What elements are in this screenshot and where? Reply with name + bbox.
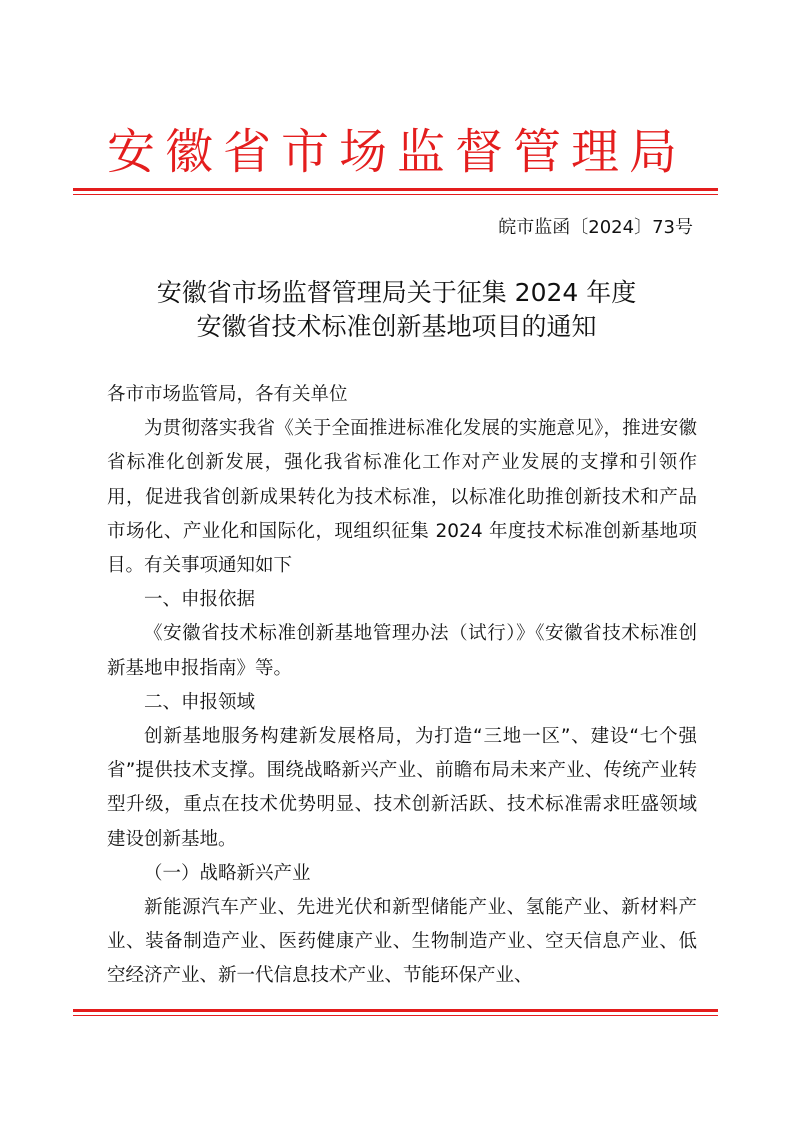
section-2-paragraph: 创新基地服务构建新发展格局，为打造“三地一区”、建设“七个强省”提供技术支撑。围绕战略新兴产业、前瞻布局未来产业、传统产业转型升级，重点在技术优势明显、技术创新活跃、技术标准需求旺盛领域建设创新基地。 [107,726,697,850]
top-rule-thin [73,194,718,195]
document-number: 皖市监函〔2024〕73号 [498,217,693,238]
subsection-1-heading: （一）战略新兴产业 [144,862,311,884]
agency-name: 安徽省市场监督管理局 [106,124,687,180]
document-body [107,378,697,994]
title-line-1: 安徽省市场监督管理局关于征集 2024 年度 [156,278,637,307]
subsection-1-paragraph: 新能源汽车产业、先进光伏和新型储能产业、氢能产业、新材料产业、装备制造产业、医药健康产业、生物制造产业、空天信息产业、低空经济产业、新一代信息技术产业、节能环保产业、 [107,897,697,987]
section-2-heading: 二、申报领域 [144,691,256,713]
bottom-rule-thick [73,1009,718,1012]
salutation: 各市市场监管局，各有关单位 [107,384,348,405]
section-1-paragraph: 《安徽省技术标准创新基地管理办法（试行）》《安徽省技术标准创新基地申报指南》等。 [107,623,697,679]
top-rule-thick [73,188,718,191]
section-1-heading: 一、申报依据 [144,589,256,611]
title-line-2: 安徽省技术标准创新基地项目的通知 [196,312,597,341]
document-title [0,276,793,344]
bottom-rule-thin [73,1015,718,1016]
intro-paragraph: 为贯彻落实我省《关于全面推进标准化发展的实施意见》，推进安徽省标准化创新发展，强化我省标准化工作对产业发展的支撑和引领作用，促进我省创新成果转化为技术标准，以标准化助推创新技术和产品市场化、产业化和国际化，现组织征集 2024 年度技术标准创新基地项目。有关事项通知如下 [107,418,697,577]
